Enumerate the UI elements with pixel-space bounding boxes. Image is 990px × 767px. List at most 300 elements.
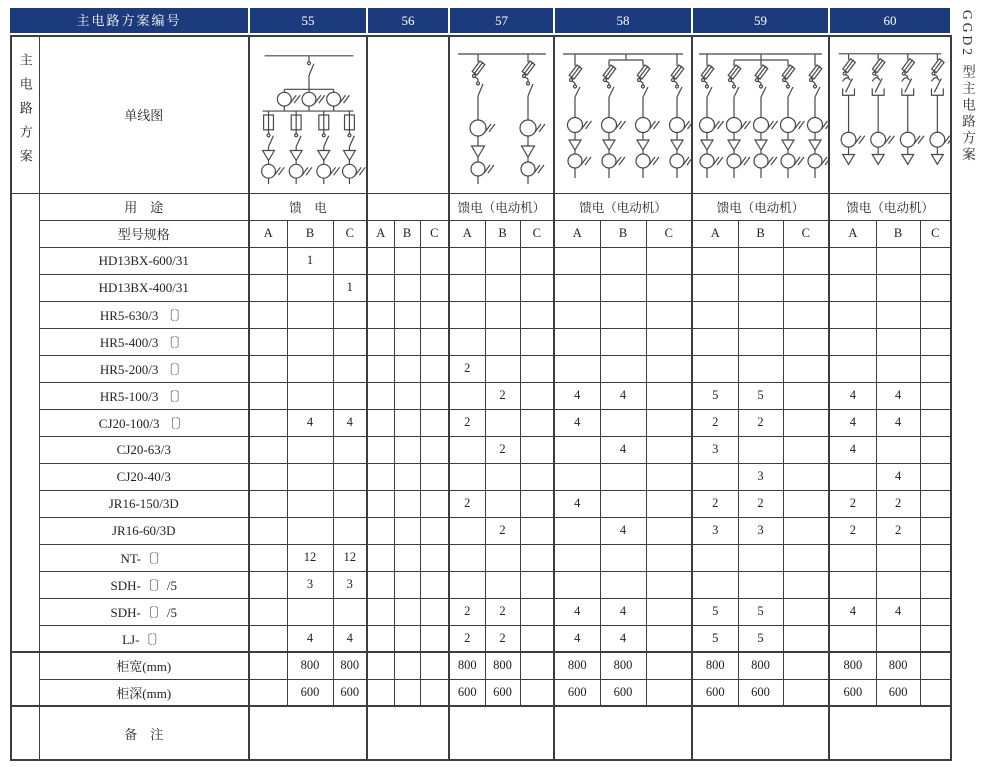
model-row	[11, 544, 951, 571]
value-cell	[920, 409, 951, 436]
value-cell	[554, 571, 600, 598]
value-cell	[394, 274, 420, 301]
usage-row	[11, 193, 951, 220]
notes-cell-60	[829, 706, 951, 760]
value-cell	[485, 247, 520, 274]
value-cell	[287, 490, 333, 517]
value-cell	[367, 382, 394, 409]
value-cell	[367, 463, 394, 490]
row-label: CJ20-100/3 〔〕	[39, 409, 249, 436]
single-line-diagram-58	[554, 36, 692, 193]
subcol-header: B	[600, 220, 646, 247]
value-cell	[420, 436, 449, 463]
value-cell: 4	[876, 382, 920, 409]
row-label: 柜深(mm)	[39, 679, 249, 706]
value-cell: 4	[287, 625, 333, 652]
value-cell: 600	[738, 679, 783, 706]
single-line-diagram-55	[249, 36, 367, 193]
value-cell	[920, 382, 951, 409]
value-cell: 4	[600, 436, 646, 463]
value-cell: 5	[738, 625, 783, 652]
value-cell	[520, 544, 554, 571]
value-cell: 800	[554, 652, 600, 679]
value-cell	[420, 571, 449, 598]
value-cell	[829, 544, 876, 571]
value-cell	[420, 679, 449, 706]
subcol-header: B	[485, 220, 520, 247]
value-cell	[449, 274, 485, 301]
left-spacer-cell	[11, 193, 39, 652]
value-cell	[876, 436, 920, 463]
value-cell	[692, 301, 738, 328]
value-cell	[333, 382, 367, 409]
value-cell: 600	[692, 679, 738, 706]
value-cell: 2	[485, 382, 520, 409]
left-vertical-label-cell	[11, 36, 39, 193]
value-cell	[249, 490, 287, 517]
value-cell: 2	[829, 490, 876, 517]
value-cell	[920, 652, 951, 679]
model-row	[11, 625, 951, 652]
value-cell: 800	[449, 652, 485, 679]
value-cell	[554, 301, 600, 328]
value-cell	[520, 436, 554, 463]
value-cell	[367, 301, 394, 328]
value-cell	[783, 679, 829, 706]
value-cell: 800	[829, 652, 876, 679]
model-row	[11, 355, 951, 382]
value-cell	[646, 328, 692, 355]
value-cell	[600, 490, 646, 517]
value-cell	[420, 274, 449, 301]
value-cell	[646, 274, 692, 301]
value-cell	[783, 517, 829, 544]
value-cell	[920, 436, 951, 463]
value-cell	[646, 490, 692, 517]
catalog-sheet	[10, 8, 952, 761]
value-cell	[600, 247, 646, 274]
value-cell: 4	[287, 409, 333, 436]
value-cell	[600, 409, 646, 436]
row-label: HR5-630/3 〔〕	[39, 301, 249, 328]
value-cell	[692, 463, 738, 490]
value-cell	[876, 625, 920, 652]
value-cell	[449, 463, 485, 490]
header-separator	[691, 8, 693, 33]
value-cell	[829, 463, 876, 490]
value-cell: 1	[333, 274, 367, 301]
value-cell	[520, 679, 554, 706]
value-cell	[692, 247, 738, 274]
value-cell: 3	[738, 517, 783, 544]
value-cell	[394, 571, 420, 598]
row-label: 柜宽(mm)	[39, 652, 249, 679]
model-row	[11, 382, 951, 409]
value-cell: 2	[449, 355, 485, 382]
value-cell	[783, 598, 829, 625]
model-row	[11, 409, 951, 436]
header-separator	[828, 8, 830, 33]
value-cell	[287, 463, 333, 490]
value-cell	[249, 625, 287, 652]
value-cell	[520, 355, 554, 382]
usage-cell-59: 馈电（电动机）	[692, 193, 829, 220]
value-cell: 4	[554, 490, 600, 517]
value-cell: 4	[876, 598, 920, 625]
value-cell	[920, 301, 951, 328]
value-cell	[394, 301, 420, 328]
value-cell	[367, 544, 394, 571]
model-row	[11, 247, 951, 274]
value-cell: 600	[829, 679, 876, 706]
value-cell	[554, 463, 600, 490]
value-cell	[554, 247, 600, 274]
value-cell	[420, 625, 449, 652]
value-cell	[646, 598, 692, 625]
value-cell: 600	[287, 679, 333, 706]
value-cell	[783, 409, 829, 436]
subcol-header: C	[420, 220, 449, 247]
value-cell	[554, 517, 600, 544]
value-cell	[333, 247, 367, 274]
value-cell	[600, 355, 646, 382]
value-cell	[692, 571, 738, 598]
scheme-number-55: 55	[301, 13, 315, 28]
usage-cell-60: 馈电（电动机）	[829, 193, 951, 220]
value-cell	[520, 328, 554, 355]
value-cell	[287, 328, 333, 355]
single-line-diagram-57	[449, 36, 554, 193]
value-cell	[520, 409, 554, 436]
value-cell	[367, 598, 394, 625]
scheme-number-56: 56	[401, 13, 415, 28]
value-cell	[692, 544, 738, 571]
value-cell	[420, 409, 449, 436]
value-cell: 600	[554, 679, 600, 706]
header-separator	[366, 8, 368, 33]
notes-cell-59	[692, 706, 829, 760]
header-separator	[553, 8, 555, 33]
value-cell	[249, 409, 287, 436]
value-cell: 4	[554, 598, 600, 625]
value-cell	[520, 625, 554, 652]
value-cell	[876, 301, 920, 328]
value-cell: 12	[287, 544, 333, 571]
scheme-number-57: 57	[495, 13, 508, 28]
value-cell: 600	[600, 679, 646, 706]
value-cell	[249, 679, 287, 706]
value-cell	[367, 625, 394, 652]
value-cell	[783, 652, 829, 679]
value-cell	[420, 652, 449, 679]
value-cell: 2	[485, 436, 520, 463]
value-cell	[876, 247, 920, 274]
scheme-number-58: 58	[616, 13, 630, 28]
value-cell	[249, 382, 287, 409]
value-cell	[249, 355, 287, 382]
value-cell	[920, 598, 951, 625]
scheme-number-header	[10, 8, 950, 33]
value-cell	[554, 544, 600, 571]
value-cell: 800	[287, 652, 333, 679]
value-cell	[520, 598, 554, 625]
value-cell	[783, 247, 829, 274]
value-cell	[646, 463, 692, 490]
value-cell	[738, 247, 783, 274]
value-cell	[783, 436, 829, 463]
value-cell: 3	[333, 571, 367, 598]
value-cell: 4	[829, 598, 876, 625]
value-cell	[449, 247, 485, 274]
value-cell	[829, 355, 876, 382]
value-cell: 5	[738, 382, 783, 409]
value-cell	[420, 328, 449, 355]
value-cell	[420, 517, 449, 544]
value-cell	[554, 436, 600, 463]
model-row	[11, 274, 951, 301]
value-cell	[738, 436, 783, 463]
value-cell	[520, 571, 554, 598]
value-cell	[333, 436, 367, 463]
value-cell	[367, 652, 394, 679]
value-cell	[520, 247, 554, 274]
value-cell	[646, 544, 692, 571]
value-cell	[287, 355, 333, 382]
value-cell	[554, 328, 600, 355]
value-cell	[738, 571, 783, 598]
value-cell	[485, 274, 520, 301]
value-cell	[249, 463, 287, 490]
value-cell	[876, 571, 920, 598]
single-line-diagram-56	[367, 36, 449, 193]
value-cell	[420, 598, 449, 625]
value-cell	[485, 571, 520, 598]
subcol-header: C	[646, 220, 692, 247]
value-cell: 2	[449, 409, 485, 436]
value-cell	[485, 409, 520, 436]
value-cell	[783, 274, 829, 301]
value-cell	[920, 463, 951, 490]
value-cell: 2	[692, 409, 738, 436]
value-cell: 800	[333, 652, 367, 679]
value-cell	[920, 247, 951, 274]
value-cell	[367, 328, 394, 355]
value-cell	[646, 679, 692, 706]
value-cell: 800	[738, 652, 783, 679]
value-cell	[485, 301, 520, 328]
value-cell: 5	[692, 625, 738, 652]
value-cell	[394, 355, 420, 382]
notes-cell-56	[367, 706, 449, 760]
value-cell	[646, 247, 692, 274]
value-cell: 4	[600, 598, 646, 625]
model-row	[11, 490, 951, 517]
value-cell	[249, 328, 287, 355]
value-cell	[829, 625, 876, 652]
subcol-header-row	[11, 220, 951, 247]
value-cell	[449, 382, 485, 409]
model-row	[11, 301, 951, 328]
value-cell: 3	[738, 463, 783, 490]
value-cell: 4	[600, 517, 646, 544]
value-cell: 2	[876, 517, 920, 544]
value-cell: 4	[876, 463, 920, 490]
value-cell: 2	[829, 517, 876, 544]
header-separator	[248, 8, 250, 33]
notes-cell-55	[249, 706, 367, 760]
usage-cell-58: 馈电（电动机）	[554, 193, 692, 220]
value-cell	[646, 382, 692, 409]
value-cell: 2	[692, 490, 738, 517]
value-cell	[920, 544, 951, 571]
value-cell	[249, 652, 287, 679]
subcol-header: B	[738, 220, 783, 247]
subcol-header: A	[829, 220, 876, 247]
value-cell	[367, 571, 394, 598]
value-cell	[249, 247, 287, 274]
value-cell: 3	[692, 517, 738, 544]
value-cell	[394, 409, 420, 436]
value-cell	[829, 274, 876, 301]
value-cell	[420, 382, 449, 409]
value-cell	[249, 301, 287, 328]
value-cell	[829, 247, 876, 274]
value-cell	[485, 328, 520, 355]
value-cell	[420, 247, 449, 274]
value-cell	[394, 247, 420, 274]
value-cell	[394, 625, 420, 652]
value-cell	[449, 517, 485, 544]
value-cell	[287, 301, 333, 328]
value-cell	[829, 301, 876, 328]
value-cell: 2	[738, 490, 783, 517]
value-cell	[920, 355, 951, 382]
model-row	[11, 436, 951, 463]
value-cell	[367, 517, 394, 544]
diagram-row	[11, 36, 951, 193]
value-cell	[394, 598, 420, 625]
value-cell	[287, 517, 333, 544]
scheme-number-59: 59	[754, 13, 767, 28]
diagram-row-label: 单线图	[39, 36, 249, 193]
value-cell	[600, 301, 646, 328]
cabinet-depth-row	[11, 679, 951, 706]
value-cell: 4	[829, 436, 876, 463]
subcol-header: B	[394, 220, 420, 247]
value-cell	[600, 274, 646, 301]
value-cell	[520, 490, 554, 517]
value-cell	[783, 625, 829, 652]
row-label: HD13BX-600/31	[39, 247, 249, 274]
value-cell	[333, 301, 367, 328]
value-cell: 5	[692, 598, 738, 625]
value-cell	[554, 274, 600, 301]
value-cell	[367, 355, 394, 382]
value-cell	[646, 355, 692, 382]
value-cell	[394, 490, 420, 517]
left-vertical-label: 主电路方案	[17, 52, 33, 173]
usage-cell-57: 馈电（电动机）	[449, 193, 554, 220]
value-cell	[287, 436, 333, 463]
row-label: SDH-〔〕/5	[39, 571, 249, 598]
value-cell: 3	[692, 436, 738, 463]
value-cell	[485, 463, 520, 490]
scheme-number-60: 60	[883, 13, 897, 28]
value-cell	[783, 355, 829, 382]
value-cell	[600, 571, 646, 598]
value-cell: 2	[485, 517, 520, 544]
value-cell	[249, 598, 287, 625]
value-cell	[554, 355, 600, 382]
value-cell	[449, 436, 485, 463]
cabinet-width-row	[11, 652, 951, 679]
row-label: JR16-150/3D	[39, 490, 249, 517]
value-cell	[333, 355, 367, 382]
value-cell: 4	[333, 625, 367, 652]
notes-row-label: 备 注	[39, 706, 249, 760]
value-cell	[646, 436, 692, 463]
value-cell	[600, 328, 646, 355]
value-cell: 1	[287, 247, 333, 274]
value-cell	[692, 328, 738, 355]
value-cell	[287, 382, 333, 409]
value-cell	[920, 274, 951, 301]
value-cell	[287, 598, 333, 625]
model-row	[11, 571, 951, 598]
value-cell: 2	[449, 625, 485, 652]
value-cell	[485, 544, 520, 571]
value-cell	[692, 274, 738, 301]
notes-cell-57	[449, 706, 554, 760]
value-cell	[485, 355, 520, 382]
value-cell	[333, 517, 367, 544]
usage-row-label: 用 途	[39, 193, 249, 220]
value-cell	[876, 274, 920, 301]
value-cell	[520, 652, 554, 679]
value-cell: 12	[333, 544, 367, 571]
row-label: JR16-60/3D	[39, 517, 249, 544]
single-line-diagram-60	[829, 36, 951, 193]
value-cell	[367, 679, 394, 706]
value-cell	[420, 463, 449, 490]
value-cell	[876, 355, 920, 382]
value-cell	[783, 463, 829, 490]
value-cell	[783, 544, 829, 571]
value-cell: 4	[600, 625, 646, 652]
value-cell	[520, 301, 554, 328]
value-cell	[449, 328, 485, 355]
subcol-header: C	[333, 220, 367, 247]
value-cell	[520, 517, 554, 544]
value-cell: 600	[333, 679, 367, 706]
value-cell	[333, 328, 367, 355]
value-cell	[920, 571, 951, 598]
row-label: HR5-200/3 〔〕	[39, 355, 249, 382]
value-cell	[876, 544, 920, 571]
value-cell	[646, 652, 692, 679]
model-row	[11, 598, 951, 625]
value-cell	[420, 544, 449, 571]
value-cell	[520, 382, 554, 409]
row-label: HR5-400/3 〔〕	[39, 328, 249, 355]
value-cell: 5	[692, 382, 738, 409]
notes-cell-58	[554, 706, 692, 760]
value-cell: 4	[333, 409, 367, 436]
value-cell	[367, 436, 394, 463]
spec-row-label: 型号规格	[39, 220, 249, 247]
value-cell: 2	[485, 625, 520, 652]
value-cell: 5	[738, 598, 783, 625]
